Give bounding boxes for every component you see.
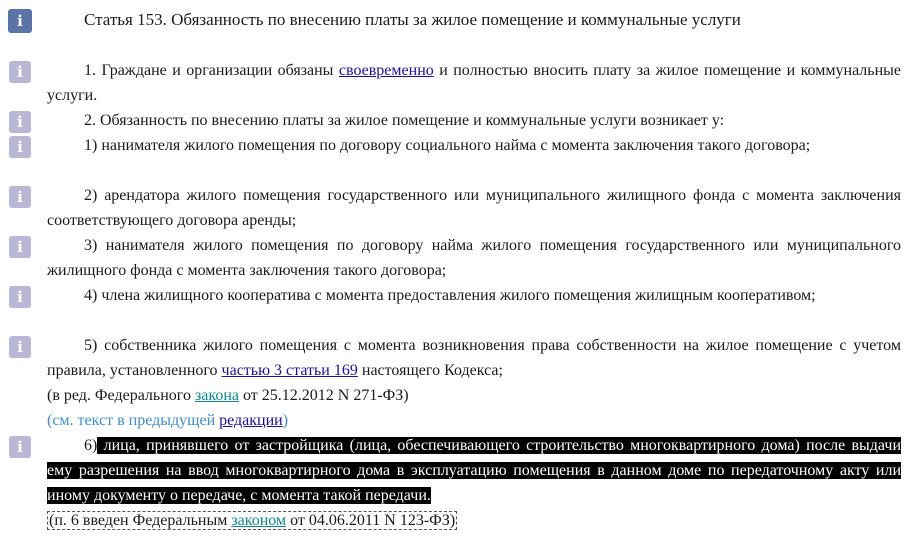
link-previous-edition[interactable]: редакции <box>219 412 283 429</box>
item-4: 4) члена жилищного кооператива с момента предоставления жилого помещения жилищным кооперативом; <box>84 287 816 304</box>
info-icon-title[interactable]: i <box>8 9 32 33</box>
introduced-note-end: от 04.06.2011 N 123-ФЗ) <box>286 512 456 529</box>
info-icon-p2[interactable]: i <box>9 111 31 133</box>
item-6-number: 6) <box>84 437 98 454</box>
introduced-note <box>47 508 457 533</box>
link-timely[interactable]: своевременно <box>338 62 434 79</box>
introduced-note-start: (п. 6 введен Федеральным <box>49 512 232 529</box>
article-title: Статья 153. Обязанность по внесению платы за жилое помещение и коммунальные услуги <box>84 10 741 29</box>
previous-edition-note <box>47 408 288 433</box>
info-icon-item-1[interactable]: i <box>9 136 31 158</box>
introduced-note-box <box>47 511 457 530</box>
previous-edition-note-end: ) <box>282 412 289 429</box>
info-icon-item-4[interactable]: i <box>9 286 31 308</box>
item-5 <box>47 333 901 383</box>
info-icon-p1[interactable]: i <box>9 61 31 83</box>
info-icon-item-3[interactable]: i <box>9 236 31 258</box>
item-3: 3) нанимателя жилого помещения по договору найма жилого помещения государственного или муниципального жилищного фонда с момента заключения такого договора; <box>47 237 901 279</box>
info-icon-item-2[interactable]: i <box>9 186 31 208</box>
link-law-2012[interactable]: закона <box>194 387 239 404</box>
amendment-note-end: от 25.12.2012 N 271-ФЗ) <box>238 387 409 404</box>
link-part-3-article-169[interactable]: частью 3 статьи 169 <box>221 362 358 379</box>
paragraph-1 <box>47 58 901 108</box>
item-6-highlighted-text: лица, принявшего от застройщика (лица, обеспечивающего строительство многоквартирного дома) после выдачи ему разрешения на ввод многоквартирного дома в эксплуатацию помещения в данном доме по передаточному акту или иному документу о передаче, с момента такой передачи. <box>47 437 901 504</box>
amendment-note-start: (в ред. Федерального <box>47 387 195 404</box>
item-6 <box>47 433 901 508</box>
item-2: 2) арендатора жилого помещения государственного или муниципального жилищного фонда с момента заключения соответствующего договора аренды; <box>47 187 901 229</box>
paragraph-1-text-end: и полностью вносить плату за жилое помещение и коммунальные услуги. <box>47 62 902 104</box>
item-1: 1) нанимателя жилого помещения по договору социального найма с момента заключения такого договора; <box>84 137 811 154</box>
paragraph-1-text-start: 1. Граждане и организации обязаны <box>84 62 339 79</box>
item-5-text-start: 5) собственника жилого помещения с момента возникновения права собственности на жилое помещение с учетом правила, установленного <box>47 337 901 379</box>
info-icon-item-6[interactable]: i <box>9 436 31 458</box>
item-5-text-end: настоящего Кодекса; <box>357 362 503 379</box>
previous-edition-note-start: (см. текст в предыдущей <box>47 412 220 429</box>
amendment-note <box>47 383 409 408</box>
paragraph-2: 2. Обязанность по внесению платы за жилое помещение и коммунальные услуги возникает у: <box>84 112 725 129</box>
info-icon-item-5[interactable]: i <box>9 336 31 358</box>
link-law-2011[interactable]: законом <box>231 512 287 529</box>
